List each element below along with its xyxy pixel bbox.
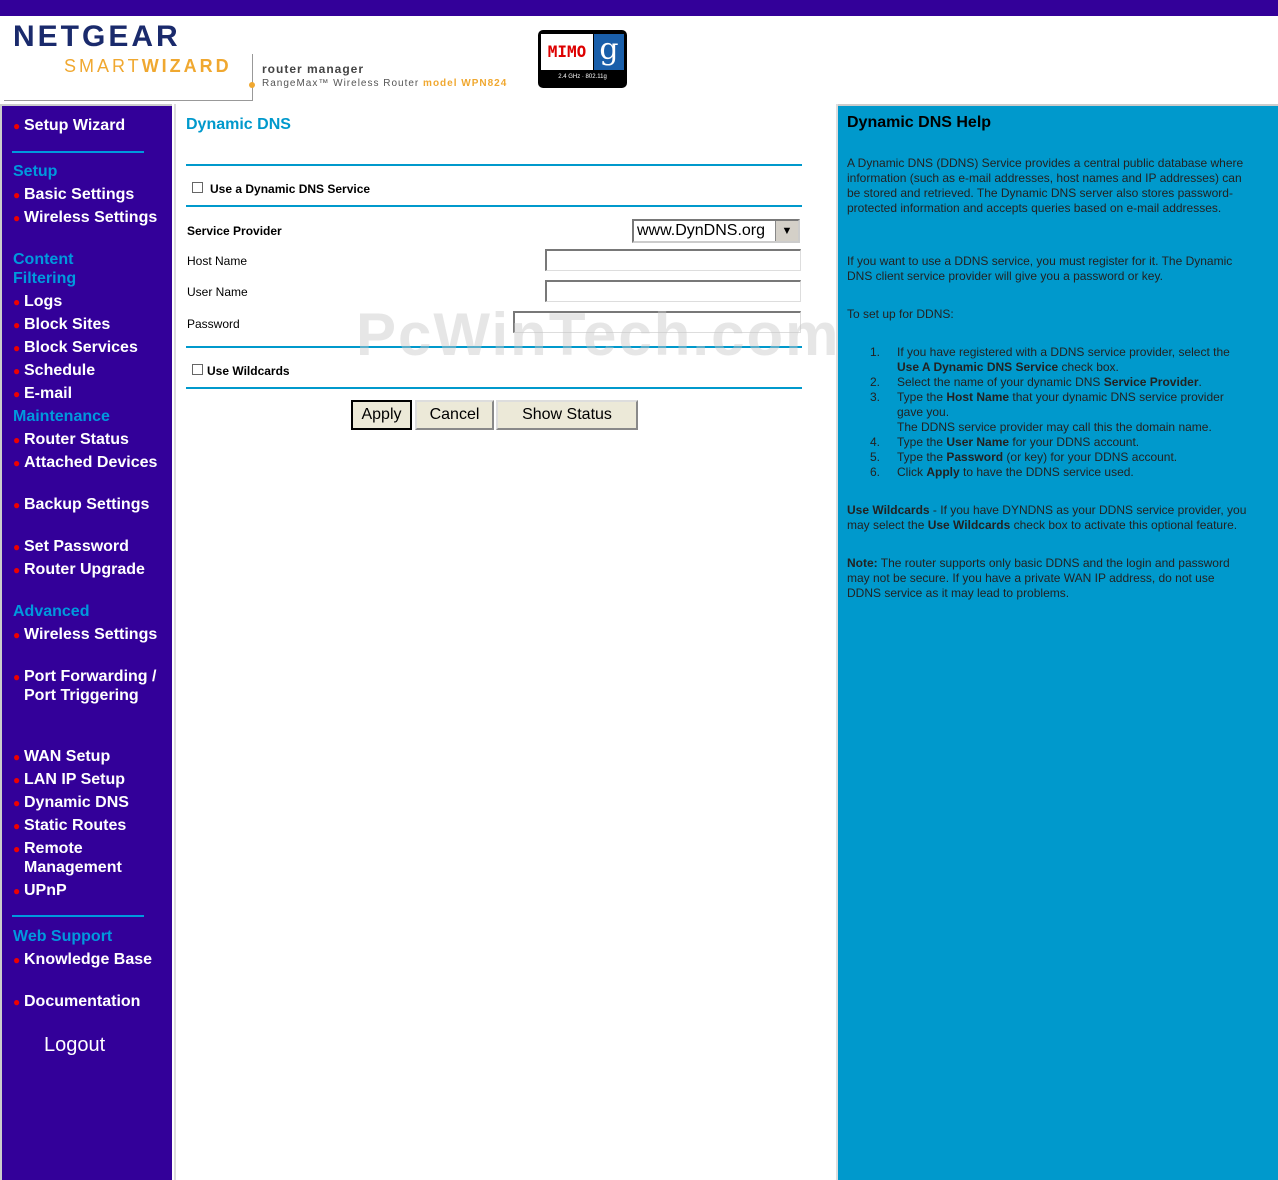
help-setup-intro: To set up for DDNS: — [847, 307, 954, 321]
host-name-label: Host Name — [187, 254, 248, 268]
bullet-icon: ● — [13, 670, 21, 684]
help-note: Note: The router supports only basic DDNS and the login and password may not be secure. If you have a private WAN IP address, do not use DDNS service as it may lead to problems. — [847, 556, 1230, 600]
nav-divider — [12, 915, 144, 917]
nav-dynamic-dns[interactable]: ● Dynamic DNS — [13, 794, 129, 811]
nav-upnp[interactable]: ● UPnP — [13, 882, 67, 899]
nav-backup-settings[interactable]: ● Backup Settings — [13, 496, 150, 513]
dropdown-arrow-icon[interactable]: ▼ — [775, 221, 798, 241]
bullet-icon: ● — [13, 995, 21, 1009]
nav-logs[interactable]: ● Logs — [13, 293, 63, 310]
help-register: If you want to use a DDNS service, you must register for it. The Dynamic DNS client service provider will give you a password or key. — [847, 254, 1233, 283]
password-input[interactable] — [513, 311, 801, 333]
show-status-button[interactable]: Show Status — [496, 400, 638, 430]
use-ddns-checkbox[interactable] — [192, 182, 203, 193]
page-title: Dynamic DNS — [186, 116, 291, 133]
bullet-icon: ● — [13, 498, 21, 512]
help-wildcards: Use Wildcards - If you have DYNDNS as your DDNS service provider, you may select the Use Wildcards check box to activate this optional feature. — [847, 503, 1247, 532]
nav-documentation[interactable]: ● Documentation — [13, 993, 141, 1010]
g-icon: g — [594, 34, 624, 70]
sidebar — [0, 104, 172, 1180]
bullet-icon: ● — [13, 773, 21, 787]
logout-link[interactable]: Logout — [44, 1034, 106, 1056]
nav-head-web-support: Web Support — [13, 928, 113, 945]
bullet-icon: ● — [13, 318, 21, 332]
nav-attached-devices[interactable]: ● Attached Devices — [13, 454, 158, 471]
nav-wan-setup[interactable]: ● WAN Setup — [13, 748, 111, 765]
service-provider-value: www.DynDNS.org — [637, 222, 766, 239]
bullet-icon: ● — [13, 819, 21, 833]
user-name-label: User Name — [187, 285, 248, 299]
nav-knowledge-base[interactable]: ● Knowledge Base — [13, 951, 153, 968]
badge-spec: 2.4 GHz · 802.11g — [558, 74, 607, 80]
mimo-text: MIMO — [541, 34, 593, 70]
nav-port-forwarding[interactable]: ● Port Forwarding / Port Triggering — [13, 668, 157, 704]
bullet-icon: ● — [13, 540, 21, 554]
divider — [186, 164, 802, 166]
bullet-icon: ● — [13, 341, 21, 355]
bullet-icon: ● — [13, 211, 21, 225]
nav-block-services[interactable]: ● Block Services — [13, 339, 138, 356]
netgear-logo: NETGEAR — [13, 20, 181, 53]
bullet-icon: ● — [13, 884, 21, 898]
divider — [186, 205, 802, 207]
nav-wireless-settings[interactable]: ● Wireless Settings — [13, 209, 158, 226]
nav-schedule[interactable]: ● Schedule — [13, 362, 96, 379]
nav-remote-management[interactable]: ● Remote Management — [13, 840, 122, 876]
main-panel — [174, 104, 841, 1180]
bullet-icon: ● — [13, 628, 21, 642]
help-title: Dynamic DNS Help — [847, 114, 992, 131]
use-ddns-label: Use a Dynamic DNS Service — [210, 182, 371, 196]
bullet-icon: ● — [13, 953, 21, 967]
router-manager-label: router manager — [262, 62, 365, 76]
nav-basic-settings[interactable]: ● Basic Settings — [13, 186, 135, 203]
nav-block-sites[interactable]: ● Block Sites — [13, 316, 111, 333]
host-name-input[interactable] — [545, 249, 801, 271]
user-name-input[interactable] — [545, 280, 801, 302]
bullet-icon: ● — [13, 387, 21, 401]
bullet-icon: ● — [13, 364, 21, 378]
bullet-icon: ● — [13, 456, 21, 470]
divider — [186, 346, 802, 348]
nav-head-maintenance: Maintenance — [13, 408, 110, 425]
nav-head-advanced: Advanced — [13, 603, 90, 620]
bullet-icon: ● — [13, 750, 21, 764]
nav-divider — [12, 151, 144, 153]
use-wildcards-checkbox[interactable] — [192, 364, 203, 375]
nav-setup-wizard[interactable]: ● Setup Wizard — [13, 117, 126, 134]
divider — [186, 387, 802, 389]
bullet-icon: ● — [13, 295, 21, 309]
smartwizard-logo: SMARTWIZARD — [64, 56, 232, 76]
bullet-icon: ● — [13, 796, 21, 810]
mimo-g-badge — [538, 30, 627, 88]
model-label: RangeMax™ Wireless Router model WPN824 — [262, 78, 508, 89]
nav-set-password[interactable]: ● Set Password — [13, 538, 129, 555]
nav-email[interactable]: ● E-mail — [13, 385, 73, 402]
model-dot-icon — [249, 82, 255, 88]
header — [0, 16, 1278, 104]
nav-router-upgrade[interactable]: ● Router Upgrade — [13, 561, 145, 578]
top-bar — [0, 0, 1278, 16]
password-label: Password — [187, 317, 240, 331]
service-provider-label: Service Provider — [187, 224, 282, 238]
nav-static-routes[interactable]: ● Static Routes — [13, 817, 127, 834]
bullet-icon: ● — [13, 563, 21, 577]
watermark: PcWinTech.com — [356, 301, 841, 368]
bullet-icon: ● — [13, 188, 21, 202]
nav-content-filtering: Content Filtering — [13, 251, 77, 287]
nav-advanced-wireless-settings[interactable]: ● Wireless Settings — [13, 626, 158, 643]
nav-head-setup: Setup — [13, 163, 58, 180]
apply-button[interactable]: Apply — [351, 400, 412, 430]
cancel-button[interactable]: Cancel — [415, 400, 494, 430]
bullet-icon: ● — [13, 119, 21, 133]
bullet-icon: ● — [13, 842, 21, 856]
service-provider-select[interactable] — [632, 219, 800, 243]
use-wildcards-label: Use Wildcards — [207, 364, 290, 378]
help-intro: A Dynamic DNS (DDNS) Service provides a central public database where information (such as e-mail addresses, host names and IP addresses) can be stored and retrieved. The Dynamic DNS server also stores password-protected information and accepts queries based on e-mail addresses. — [847, 156, 1244, 215]
bullet-icon: ● — [13, 433, 21, 447]
help-panel: Dynamic DNS Help A Dynamic DNS (DDNS) Service provides a central public database where information (such as e-mail addresses, host names and IP addresses) can be stored and retrieved. The Dynamic DNS server also stores password-protected information and accepts queries based on e-mail addresses. If you want to use a DDNS service, you must register for it. The Dynamic DNS client service provider will give you a password or key. To set up for DDNS: 1. If you have registered with a DDNS service provider, select the Use A Dynamic DNS Service check box. 2. Select the name of your dynamic DNS Service Provider. 3. Type the Host Name that your dynamic DNS service provider gave you. The DDNS service provider may call this the domain name. 4. Type the User Name for your DDNS account. 5. Type the Password (or key) for your DDNS account. 6. Click Apply to have the DDNS service used. Use Wildcards - If you have DYNDNS as your DDNS service provider, you may select the Use Wildcards check box to activate this optional feature. Note: The router supports only basic DDNS and the login and password may not be secure. If you have a private WAN IP address, do not use DDNS service as it may lead to problems. — [838, 104, 1278, 1180]
nav-router-status[interactable]: ● Router Status — [13, 431, 129, 448]
nav-lan-ip-setup[interactable]: ● LAN IP Setup — [13, 771, 126, 788]
